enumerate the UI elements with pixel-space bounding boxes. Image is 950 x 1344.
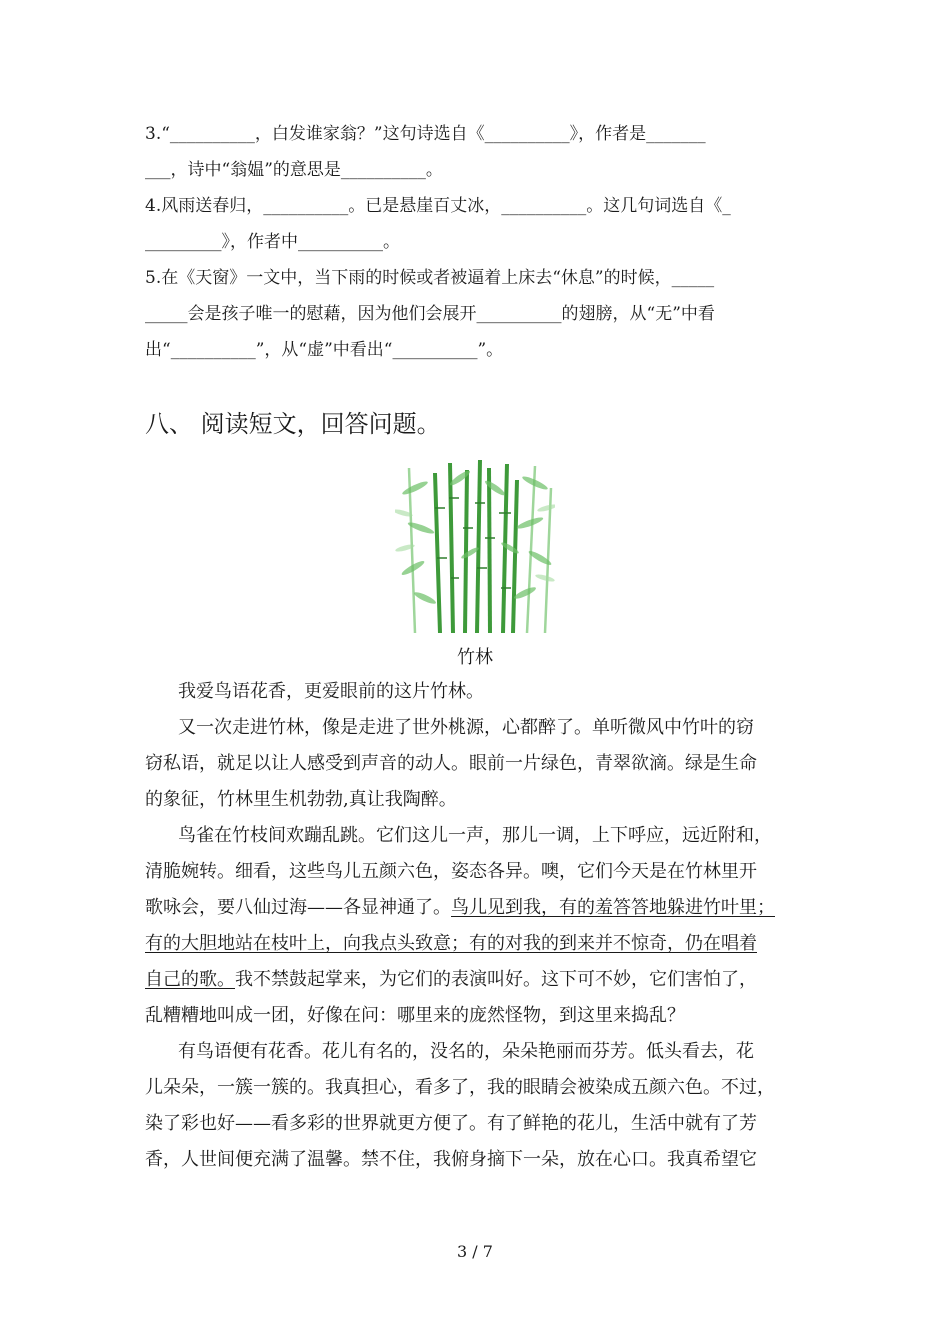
passage-paragraph-3-line-5 [145, 968, 757, 992]
underlined-sentence: 鸟儿见到我，有的羞答答地躲进竹叶里； [451, 897, 775, 918]
question-5-line-2: _____会是孩子唯一的慰藉，因为他们会展开__________的翅膀，从“无”中看 [145, 304, 715, 324]
passage-paragraph-3-line-1: 鸟雀在竹枝间欢蹦乱跳。它们这儿一声，那儿一调，上下呼应，远近附和， [178, 825, 772, 846]
passage-paragraph-4-line-1: 有鸟语便有花香。花儿有名的，没名的，朵朵艳丽而芬芳。低头看去，花 [178, 1041, 754, 1062]
page-number: 3 / 7 [457, 1242, 493, 1261]
passage-paragraph-1: 我爱鸟语花香，更爱眼前的这片竹林。 [178, 681, 484, 702]
passage-paragraph-4-line-3: 染了彩也好——看多彩的世界就更方便了。有了鲜艳的花儿，生活中就有了芳 [145, 1113, 757, 1134]
passage-paragraph-3-line-3 [145, 896, 775, 920]
bamboo-illustration [395, 458, 555, 633]
question-5-line-3: 出“__________”，从“虚”中看出“__________”。 [145, 340, 504, 360]
bamboo-icon [395, 458, 555, 633]
passage-text: 我不禁鼓起掌来，为它们的表演叫好。这下可不妙，它们害怕了， [235, 969, 757, 990]
question-3-line-1: 3.“__________，白发谁家翁？”这句诗选自《__________》，作者是_______ [145, 124, 706, 144]
passage-paragraph-4-line-2: 儿朵朵，一簇一簇的。我真担心，看多了，我的眼睛会被染成五颜六色。不过， [145, 1077, 775, 1098]
section-heading: 八、 阅读短文，回答问题。 [145, 410, 441, 438]
passage-paragraph-4-line-4: 香，人世间便充满了温馨。禁不住，我俯身摘下一朵，放在心口。我真希望它 [145, 1149, 757, 1170]
figure-caption: 竹林 [457, 647, 493, 668]
underlined-sentence: 有的大胆地站在枝叶上，向我点头致意；有的对我的到来并不惊奇，仍在唱着 [145, 933, 757, 954]
passage-paragraph-2-line-2: 窃私语，就足以让人感受到声音的动人。眼前一片绿色，青翠欲滴。绿是生命 [145, 753, 757, 774]
passage-text: 歌咏会，要八仙过海——各显神通了。 [145, 897, 451, 918]
underlined-sentence: 自己的歌。 [145, 969, 235, 990]
question-3-line-2: ___，诗中“翁媪”的意思是__________。 [145, 160, 443, 180]
passage-paragraph-2-line-3: 的象征，竹林里生机勃勃,真让我陶醉。 [145, 789, 457, 810]
passage-paragraph-3-line-2: 清脆婉转。细看，这些鸟儿五颜六色，姿态各异。噢，它们今天是在竹林里开 [145, 861, 757, 882]
question-4-line-2: _________》，作者中__________。 [145, 232, 400, 252]
passage-paragraph-3-line-6: 乱糟糟地叫成一团，好像在问：哪里来的庞然怪物，到这里来捣乱？ [145, 1005, 685, 1026]
passage-paragraph-2-line-1: 又一次走进竹林，像是走进了世外桃源，心都醉了。单听微风中竹叶的窃 [178, 717, 754, 738]
question-4-line-1: 4.风雨送春归，__________。已是悬崖百丈冰，__________。这几句词选自《_ [145, 196, 731, 216]
question-5-line-1: 5.在《天窗》一文中，当下雨的时候或者被逼着上床去“休息”的时候，_____ [145, 268, 715, 288]
